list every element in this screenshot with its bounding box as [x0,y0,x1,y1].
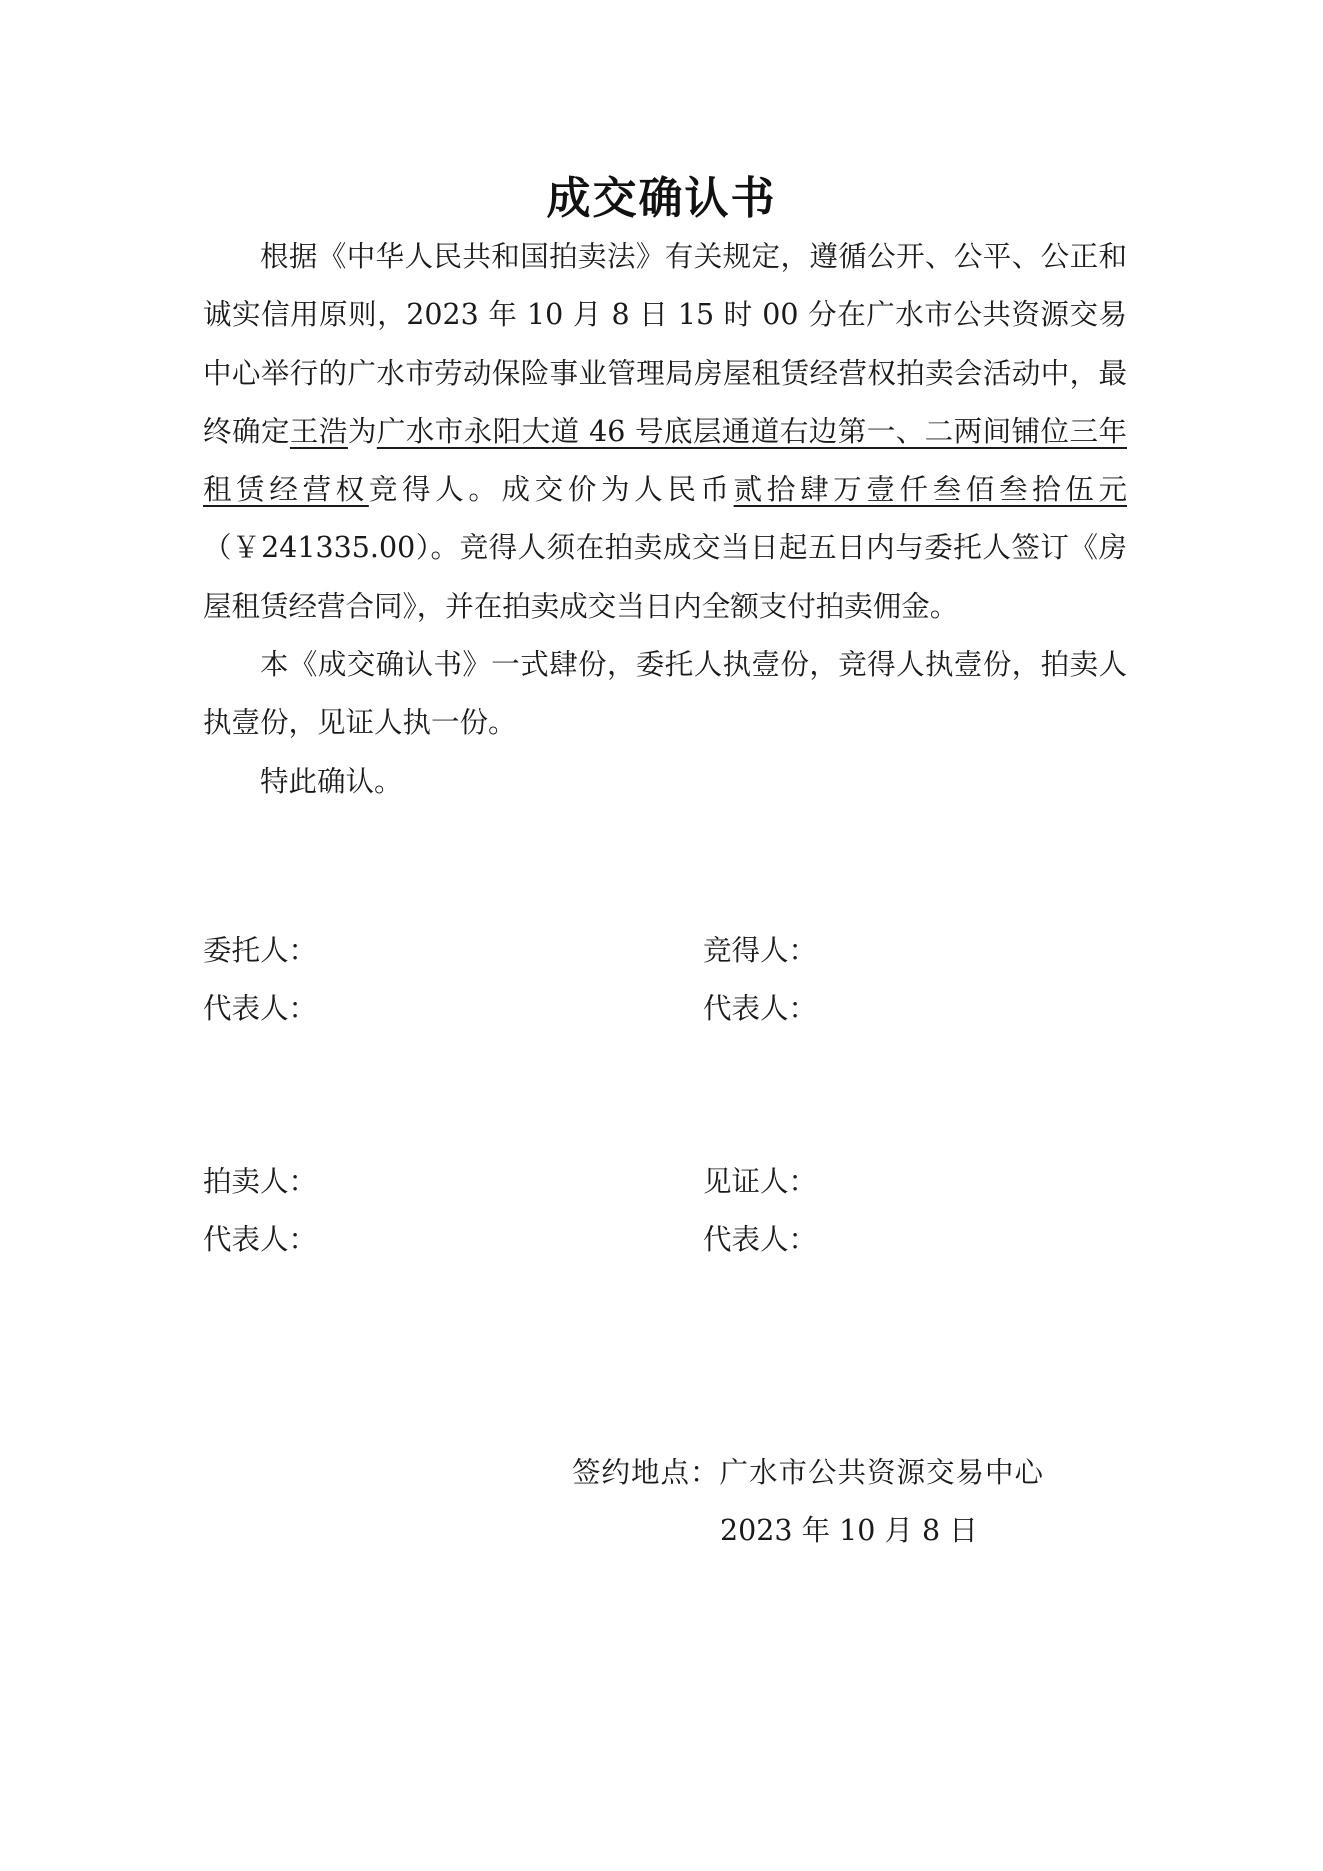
auction-object: 广水市永阳大道 46 号底层通道右边第一、二两间铺位三年租赁经营权 [203,414,1127,507]
auctioneer-rep-label: 代表人： [203,1223,318,1256]
paragraph-confirm: 特此确认。 [260,764,403,798]
witness-rep-label: 代表人： [703,1223,818,1256]
paragraph-text: 根据《中华人民共和国拍卖法》有关规定，遵循公开、公平、公正和诚实信用原则，2023 年 10 月 8 日 15 时 00 分在广水市公共资源交易中心举行的广水市劳动保险事业管理局房屋租赁经营权拍卖会活动中，最终确定 [203,240,1127,448]
paragraph-main [203,228,1127,636]
signing-date: 2023 年 10 月 8 日 [720,1514,978,1547]
winner-name: 王浩 [289,414,348,448]
buyer-rep-label: 代表人： [703,992,818,1025]
paragraph-copies: 本《成交确认书》一式肆份，委托人执壹份，竞得人执壹份，拍卖人执壹份，见证人执一份。 [203,648,1127,740]
signing-place: 签约地点：广水市公共资源交易中心 [572,1456,1045,1489]
price-in-words: 贰拾肆万壹仟叁佰叁拾伍元 [733,473,1127,507]
buyer-label: 竞得人： [703,934,818,967]
document-title: 成交确认书 [546,173,777,224]
auctioneer-label: 拍卖人： [203,1165,318,1198]
document-body [203,228,1127,811]
witness-label: 见证人： [703,1165,818,1198]
paragraph-text: （￥241335.00）。竞得人须在拍卖成交当日起五日内与委托人签订《房屋租赁经营合同》，并在拍卖成交当日内全额支付拍卖佣金。 [203,531,1127,623]
consignor-rep-label: 代表人： [203,992,318,1025]
paragraph-text: 为 [347,414,377,448]
consignor-label: 委托人： [203,934,318,967]
paragraph-text: 竞得人。成交价为人民币 [368,473,734,507]
